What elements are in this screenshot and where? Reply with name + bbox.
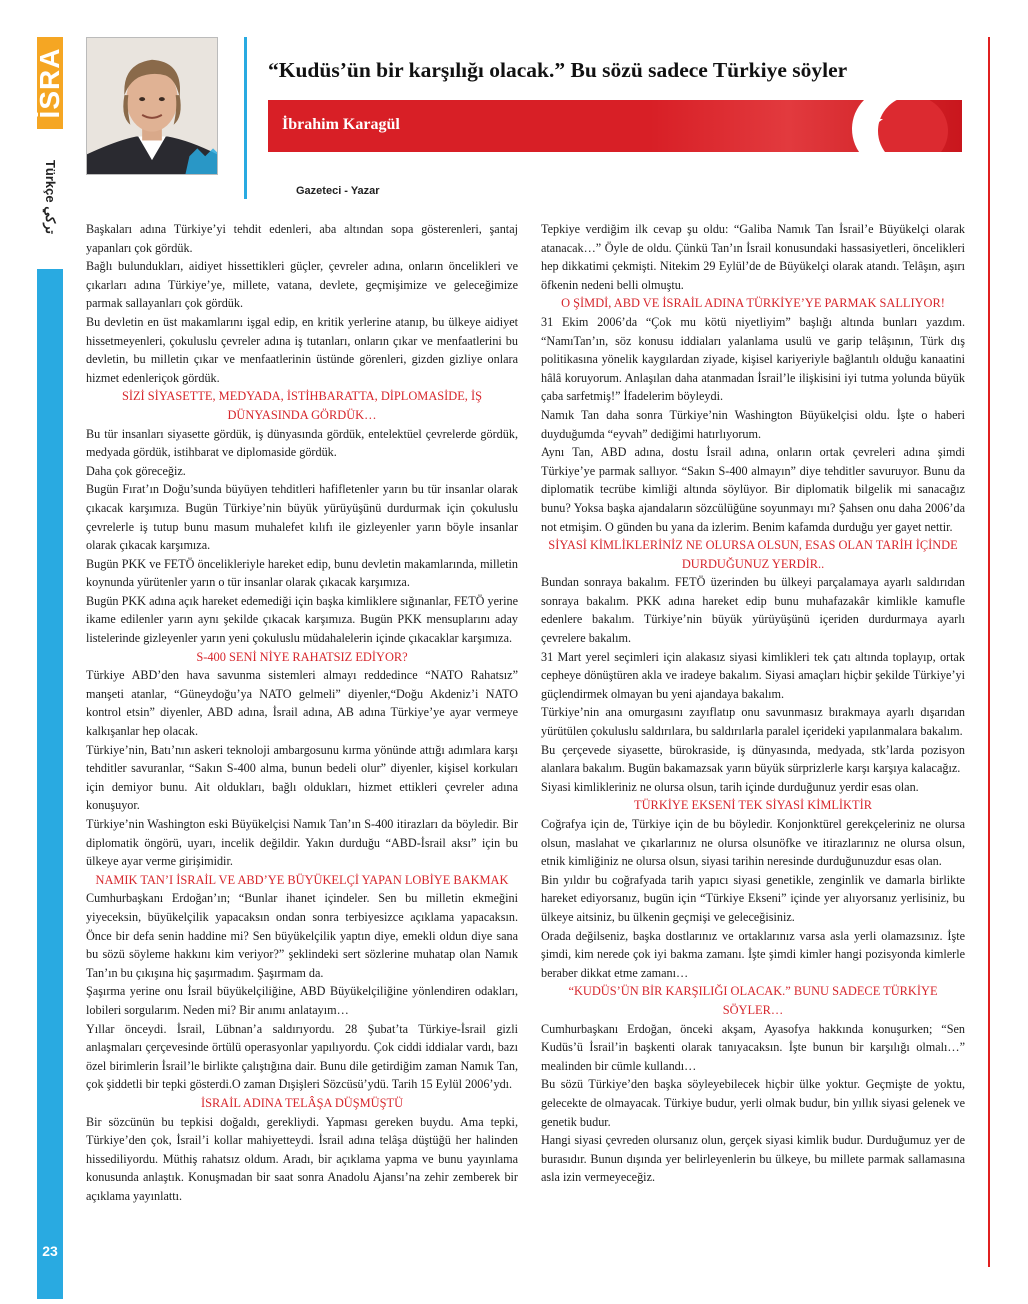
page-edge-line bbox=[988, 37, 990, 1267]
author-title: Gazeteci - Yazar bbox=[296, 185, 380, 197]
paragraph: 31 Ekim 2006’da “Çok mu kötü niyetliyim” başlığı altında bunları yazdım. “NamıTan’ın, söz konusu iddiaları yalanlama usulü ve garip telâşının, Türk dış politikasına yönelik kaygılardan ziyade, kişisel kariyeriyle bağlantılı olduğu kanaatini hâlâ koruyorum. Anlaşılan daha atanmadan İsrail’le ilişkisini iyi tutma yolunda büyük çaba sarfetmiş!” İfadelerim böyleydi. bbox=[541, 314, 965, 404]
side-accent-bar bbox=[37, 269, 63, 1299]
paragraph: Siyasi kimlikleriniz ne olursa olsun, tarih içinde durduğunuz yerdir esas olan. bbox=[541, 779, 919, 794]
section-heading: İSRAİL ADINA TELÂŞA DÜŞMÜŞTÜ bbox=[200, 1095, 404, 1110]
paragraph: Türkiye’nin ana omurgasını zayıflatıp onu savunmasız bırakmaya ayarlı dışarıdan yürütülen çokuluslu saldırılara, bu saldırılarla paralel içerideki yapılanmalara bakalım. bbox=[541, 705, 965, 739]
page-number: 23 bbox=[42, 1243, 58, 1259]
header-divider bbox=[244, 37, 247, 199]
paragraph: Şaşırma yerine onu İsrail büyükelçiliğine, ABD Büyükelçiliğine yönlendiren odakları, lobileri sorgularım. Neden mi? Bir anımı anlatayım… bbox=[86, 984, 518, 1017]
paragraph: Bu çerçevede siyasette, bürokraside, iş dünyasında, medyada, stk’larda pozisyon alanlara bakalım. Bugün bakamazsak yarın büyük sürprizlerle karşı karşıya kalacağız. bbox=[541, 742, 965, 776]
paragraph: Bağlı bulundukları, aidiyet hissettikleri güçler, çevreler adına, onların öncelikleri ve çıkarları adına Türkiye’ye, millete, vatana, devlete, geçmişimize ve geleceğimize parmak sallayanları çok gördük. bbox=[86, 259, 518, 311]
author-portrait-icon bbox=[86, 37, 218, 175]
logo-text: İSRA bbox=[34, 47, 65, 119]
paragraph: Başkaları adına Türkiye’yi tehdit edenleri, aba altından sopa gösterenleri, şantaj yapanları çok gördük. bbox=[86, 222, 518, 255]
section-heading: SİZİ SİYASETTE, MEDYADA, İSTİHBARATTA, DİPLOMASİDE, İŞ DÜNYASINDA GÖRDÜK… bbox=[121, 389, 483, 422]
paragraph: Bugün PKK ve FETÖ öncelikleriyle hareket edip, bunu devletin makamlarında, milletin koynunda yürütenler yarın o tür insanlar olarak çıkacak karşımıza. bbox=[86, 556, 518, 590]
paragraph: Bir sözcünün bu tepkisi doğaldı, gerekliydi. Yapması gereken buydu. Ama tepki, Türkiye’den çok, İsrail’i kollar mahiyetteydi. İsrail adına telâşa düştüğü her halinden hissediliyordu. Müthiş rahatsız oldum. Aradı, bir açıklama yapma ve bunu yayınlama konusunda anlaştık. Konuşmadan bir saat sonra Anadolu Ajansı’na zehir zemberek bir açıklama yayınlattı. bbox=[86, 1114, 518, 1203]
flag-star-icon bbox=[854, 108, 884, 138]
paragraph: Bu devletin en üst makamlarını işgal edip, en kritik yerlerine atanıp, bu ülkeye aidiyet hissetmeyenleri, çokuluslu çevreler adına iş tutanları, onların çıkar ve menfaatlerini bu devletin, bu milletin çıkar ve menfaatlerinin üstünde görenleri, gizden gizliye onlara hizmet edenleriçok gördük. bbox=[86, 314, 518, 385]
section-heading: SİYASİ KİMLİKLERİNİZ NE OLURSA OLSUN, ESAS OLAN TARİH İÇİNDE DURDUĞUNUZ YERDİR.. bbox=[548, 538, 958, 571]
paragraph: Namık Tan daha sonra Türkiye’nin Washington Büyükelçisi oldu. İşte o haberi duyduğumda “eyvah” dediğimi hatırlıyorum. bbox=[541, 407, 965, 441]
magazine-logo bbox=[34, 37, 65, 129]
section-heading: S-400 SENİ NİYE RAHATSIZ EDİYOR? bbox=[196, 649, 408, 664]
paragraph: Bin yıldır bu coğrafyada tarih yapıcı siyasi genetikle, zenginlik ve damarla birlikte hareket ediyorsanız, bugün için “Türkiye Ekseni” içinde yer alıyorsanız yerlisiniz, bu ülkeye aitsiniz, bu ülkenin geçmişi ve geleceğisiniz. bbox=[541, 872, 965, 924]
article-headline: “Kudüs’ün bir karşılığı olacak.” Bu sözü sadece Türkiye söyler bbox=[268, 58, 848, 82]
paragraph: Bugün PKK adına açık hareket edemediği için başka kimliklere sığınanlar, FETÖ yerine ikame edilenler yarın aynı şekilde çıkacak karşımıza. Bugün PKK mensuplarını aday listelerinde gizleyenler yarın yeni çokuluslu müdahalelerin içinde çıkacaklar karşımıza. bbox=[86, 593, 518, 646]
paragraph: Bugün Fırat’ın Doğu’sunda büyüyen tehditleri hafifletenler yarın bu tür insanlar olarak çıkacak karşımıza. Bugün Türkiye’nin büyük yürüyüşünü durdurmak için çokuluslu çevrelerle iş tutup bunu masum muhalefet kılıfı ile gizleyenler yarın böyle insanlar olarak çıkacak karşımıza. bbox=[86, 482, 518, 553]
article-column-right bbox=[541, 220, 965, 1187]
paragraph: Orada değilseniz, başka dostlarınız ve ortaklarınız varsa asla yerli olamazsınız. İşte şimdi, kim nerede çok iyi bakma zamanı. İşte şimdi kimler hangi pozisyonda kimlerle beraber dikkat etme zamanı… bbox=[541, 928, 965, 980]
magazine-side-strip bbox=[34, 37, 65, 1267]
paragraph: Türkiye ABD’den hava savunma sistemleri almayı reddedince “NATO Rahatsız” manşeti atanlar, “Güneydoğu’ya NATO gelmeli” diyenler,“Doğu Akdeniz’i NATO kontrol etsin” diyenler, ABD adına, İsrail adına, AB adına Türkiye’ye ayar vermeye kalkışanlar hep olacak. bbox=[86, 668, 518, 739]
paragraph: Hangi siyasi çevreden olursanız olun, gerçek siyasi kimlik budur. Durduğumuz yer de burasıdır. Bunun dışında yer belirleyenlerin bu ülkeye, bu millete parmak sallamasına asla izin vermeyeceğiz. bbox=[541, 1133, 965, 1185]
paragraph: 31 Mart yerel seçimleri için alakasız siyasi kimlikleri tek çatı altında toplayıp, ortak cepheye dönüştüren akla ve iradeye bakalım. Siyasi amaçları hiçbir şekilde Türkiye’yi güçlendirmek olmayan bu yeni ajandaya bakalım. bbox=[541, 649, 965, 701]
section-heading: “KUDÜS’ÜN BİR KARŞILIĞI OLACAK.” BUNU SADECE TÜRKİYE SÖYLER… bbox=[568, 984, 938, 1017]
paragraph: Bundan sonraya bakalım. FETÖ üzerinden bu ülkeyi parçalamaya ayarlı saldırıdan sonraya bakalım. PKK adına hareket edip bunu muhafazakâr kimlikle kamufle edenlere bakalım. Türkiye’nin büyük yürüyüşünü içeriden durdurmaya ayarlı çevrelere bakalım. bbox=[541, 575, 965, 646]
paragraph: Bu sözü Türkiye’den başka söyleyebilecek hiçbir ülke yoktur. Geçmişte de yoktu, gelecekte de olmayacak. Türkiye budur, yerli olmak budur, bin yıllık siyasi gelenek ve genetik budur. bbox=[541, 1077, 965, 1129]
paragraph: Daha çok göreceğiz. bbox=[86, 463, 186, 478]
paragraph: Coğrafya için de, Türkiye için de bu böyledir. Konjonktürel gerekçeleriniz ne olursa olsun, maslahat ve çıkarlarınız ne olursa olsunöfke ve itirazlarınız ne olursa olsun, etnik kimliğiniz ne olursa olsun, siyasi tarihin neresinde durduğunuzdur esas olan. bbox=[541, 817, 965, 869]
edition-label: Türkçe تركي bbox=[43, 159, 58, 235]
paragraph: Cumhurbaşkanı Erdoğan, önceki akşam, Ayasofya hakkında konuşurken; “Sen Kudüs’ü İsrail’in başkenti olarak tanıyacaksın. İşte bunun bir karşılığı olmalı…” mealinden bir cümle kullandı… bbox=[541, 1021, 965, 1073]
flag-crescent-cut bbox=[878, 100, 948, 152]
paragraph: Cumhurbaşkanı Erdoğan’ın; “Bunlar ihanet içindeler. Sen bu milletin ekmeğini yiyeceksin, büyükelçilik yapacaksın ondan sonra terbiyesizce açıklama yapacaksın. Önce bir defa senin haddine mi? Sen büyükelçilik yaptın diye, emekli oldun diye sana bu sözü söyleme hakkını kim veriyor?” şeklindeki sert sözlerine muhatap olan Namık Tan’ın bu çıkışına hiç şaşırmadım. Şaşırmam da. bbox=[86, 891, 518, 980]
author-banner bbox=[268, 100, 962, 152]
paragraph: Tepkiye verdiğim ilk cevap şu oldu: “Galiba Namık Tan İsrail’e Büyükelçi olarak atanacak…” Öyle de oldu. Çünkü Tan’ın İsrail konusundaki hassasiyetleri, öncelikleri hep dikkatimi çekmişti. Nitekim 29 Eylül’de de Büyükelçi olarak atandı. Telâşın, aşırı öfkenin nedeni belli olmuştu. bbox=[541, 222, 965, 292]
paragraph: Yıllar önceydi. İsrail, Lübnan’a saldırıyordu. 28 Şubat’ta Türkiye-İsrail gizli anlaşmaları çerçevesinde örtülü operasyonlar yapılıyordu. Çok ciddi iddialar vardı, bazı özel birimlerin İsrail’le birlikte çalıştığına dair. Bunu dile getirdiğim zaman Namık Tan, çok şiddetli bir tepki gösterdi.O zaman Dışişleri Sözcüsü’ydü. Tarih 15 Eylül 2006’ydı. bbox=[86, 1021, 518, 1092]
article-column-left bbox=[86, 220, 518, 1205]
paragraph: Türkiye’nin Washington eski Büyükelçisi Namık Tan’ın S-400 itirazları da böyledir. Bir diplomatik öngörü, uyarı, incelik değildir. Yakın durduğu “ABD-İsrail aksı” için bu ülkeye ayar verme girişimidir. bbox=[86, 817, 518, 869]
section-heading: NAMIK TAN’I İSRAİL VE ABD’YE BÜYÜKELÇİ YAPAN LOBİYE BAKMAK bbox=[95, 872, 509, 887]
section-heading: TÜRKİYE EKSENİ TEK SİYASİ KİMLİKTİR bbox=[634, 798, 872, 813]
author-name: İbrahim Karagül bbox=[282, 116, 400, 133]
paragraph: Bu tür insanları siyasette gördük, iş dünyasında gördük, entelektüel çevrelerde gördük, medyada gördük, istihbarat ve diplomaside gördük. bbox=[86, 426, 518, 460]
section-heading: O ŞİMDİ, ABD VE İSRAİL ADINA TÜRKİYE’YE PARMAK SALLIYOR! bbox=[561, 296, 945, 311]
paragraph: Türkiye’nin, Batı’nın askeri teknoloji ambargosunu kırma yönünde attığı adımlara karşı tehditler savuranlar, “Sakın S-400 alma, bunun bedeli olur” diyenler, kişisel korkuları için demiyor bunu. Ait oldukları, bağlı oldukları, hizmet ettikleri çevreler adına konuşuyor. bbox=[86, 742, 518, 813]
paragraph: Aynı Tan, ABD adına, dostu İsrail adına, onların ortak çevreleri adına şimdi Türkiye’ye parmak sallıyor. “Sakın S-400 almayın” diye tehditler savuruyor. Bunu da diplomatik tecrübe kimliği altında söylüyor. Bir diplomatik bilgelik mi sanacağız bunu? Yoksa başka ajandaların sözcülüğüne soyunmayı mı? Şahsen onu daha 2006’da not etmişim. O günden bu yana da izlerim. Benim kafamda durduğu yer gayet nettir. bbox=[541, 445, 965, 534]
